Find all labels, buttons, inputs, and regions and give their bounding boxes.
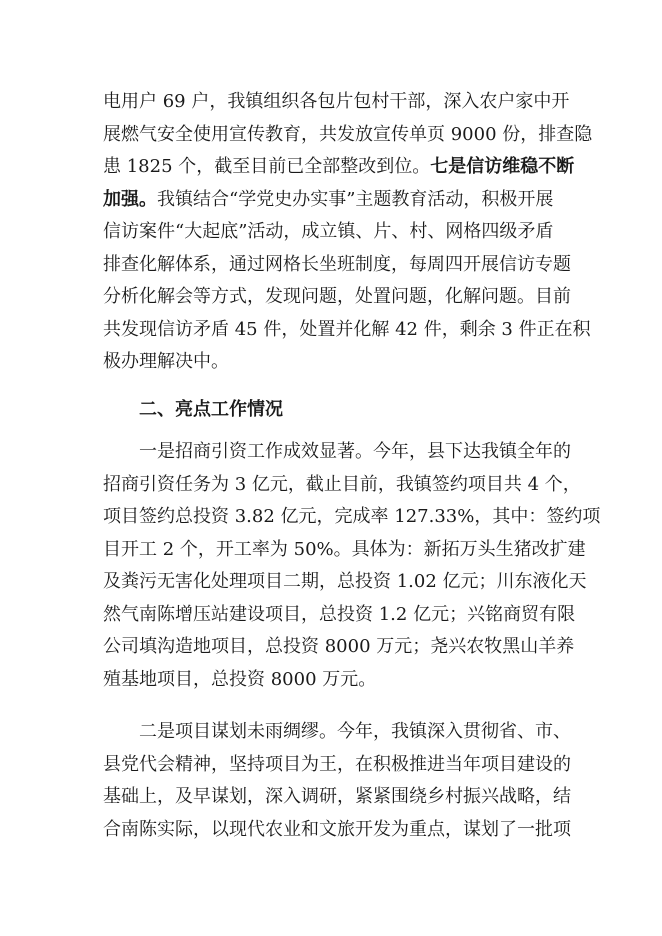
paragraph-3 [103,716,571,846]
text-line: 县党代会精神，坚持项目为王，在积极推进当年项目建设的 [103,753,571,775]
text-line: 排查化解体系，通过网格长坐班制度，每周四开展信访专题 [103,253,571,275]
text-line: 基础上，及早谋划，深入调研，紧紧围绕乡村振兴战略，结 [103,786,571,807]
text-line: 目开工 2 个，开工率为 50%。具体为：新拓万头生猪改扩建 [103,538,586,560]
text-line: 一是招商引资工作成效显著。今年，县下达我镇全年的 [139,441,571,462]
text-line: 展燃气安全使用宣传教育，共发放宣传单页 9000 份，排查隐 [103,123,593,145]
text-run: 患 1825 个，截至目前已全部整改到位。 [103,156,431,177]
text-line: 极办理解决中。 [103,351,229,372]
text-line: 招商引资任务为 3 亿元，截止目前，我镇签约项目共 4 个， [103,473,581,495]
paragraph-1 [103,86,593,379]
text-line: 及粪污无害化处理项目二期，总投资 1.02 亿元；川东液化天 [103,571,587,592]
text-line [103,184,563,217]
paragraph-2 [103,436,601,696]
bold-lead-phrase: 加强。 [103,188,157,210]
bold-lead-phrase: 七是信访维稳不断 [430,156,575,177]
text-line: 合南陈实际，以现代农业和文旅开发为重点，谋划了一批项 [103,818,571,840]
text-line: 殖基地项目，总投资 8000 万元。 [103,668,377,690]
text-line: 然气南陈增压站建设项目，总投资 1.2 亿元；兴铭商贸有限 [103,603,576,625]
text-line [103,151,575,184]
text-line: 共发现信访矛盾 45 件，处置并化解 42 件，剩余 3 件正在积 [103,318,591,340]
text-line: 公司填沟造地项目，总投资 8000 万元；尧兴农牧黑山羊养 [103,636,575,657]
text-line: 项目签约总投资 3.82 亿元，完成率 127.33%，其中：签约项 [103,506,601,527]
section-heading: 二、亮点工作情况 [139,399,283,420]
text-line: 电用户 69 户，我镇组织各包片包村干部，深入农户家中开 [103,91,570,112]
text-line: 二是项目谋划未雨绸缪。今年，我镇深入贯彻省、市、 [139,721,571,742]
text-line: 分析化解会等方式，发现问题，处置问题，化解问题。目前 [103,286,571,307]
text-run: 我镇结合“学党史办实事”主题教育活动，积极开展 [157,188,554,210]
text-line: 信访案件“大起底”活动，成立镇、片、村、网格四级矛盾 [103,221,554,242]
